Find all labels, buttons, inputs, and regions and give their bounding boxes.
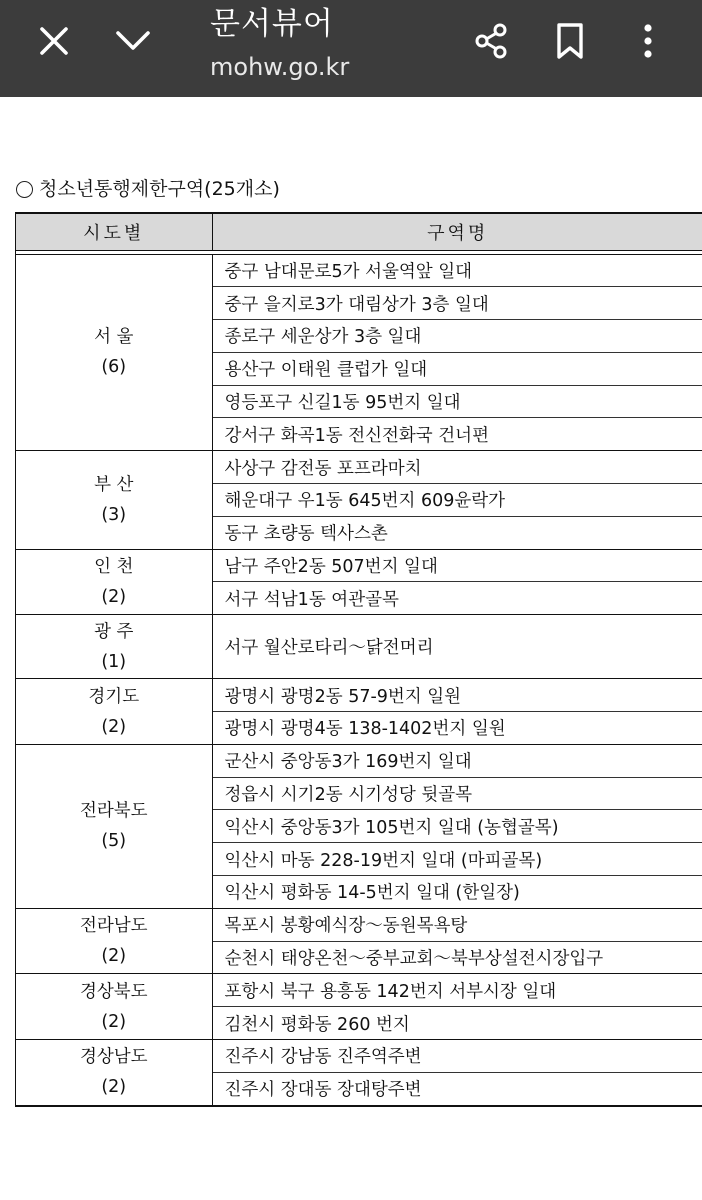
region-cell [16, 744, 212, 908]
more-vert-icon [643, 24, 653, 58]
table-row [16, 744, 702, 777]
chevron-down-icon [115, 30, 151, 52]
table-row [16, 549, 702, 582]
region-count: (2) [101, 1011, 127, 1032]
table-row [16, 974, 702, 1007]
region-count: (2) [101, 586, 127, 607]
close-button[interactable] [26, 13, 82, 69]
region-name: 서 울 [94, 327, 134, 348]
region-cell [16, 549, 212, 615]
area-cell: 중구 을지로3가 대림상가 3층 일대 [212, 287, 702, 320]
region-count: (6) [101, 357, 127, 378]
circle-bullet-icon [16, 181, 33, 198]
area-cell: 강서구 화곡1동 전신전화국 건너편 [212, 418, 702, 451]
region-name: 경상북도 [79, 981, 148, 1002]
region-cell [16, 615, 212, 679]
region-name: 경기도 [88, 686, 140, 707]
table-row [16, 679, 702, 712]
region-count: (5) [101, 831, 127, 852]
area-cell: 포항시 북구 용흥동 142번지 서부시장 일대 [212, 974, 702, 1007]
area-cell: 해운대구 우1동 645번지 609윤락가 [212, 484, 702, 517]
region-count: (2) [101, 946, 127, 967]
header-region: 시도별 [16, 214, 212, 250]
table-row [16, 254, 702, 287]
area-cell: 서구 월산로타리～닭전머리 [212, 615, 702, 679]
area-cell: 진주시 강남동 진주역주변 [212, 1040, 702, 1073]
bookmark-button[interactable] [542, 13, 598, 69]
region-name: 부 산 [94, 474, 134, 495]
page-title: 문서뷰어 [210, 6, 334, 42]
area-cell: 광명시 광명2동 57-9번지 일원 [212, 679, 702, 712]
area-cell: 순천시 태양온천～중부교회～북부상설전시장입구 [212, 941, 702, 974]
area-cell: 동구 초량동 텍사스촌 [212, 516, 702, 549]
region-name: 광 주 [94, 621, 134, 642]
share-button[interactable] [463, 13, 519, 69]
region-name: 인 천 [94, 556, 134, 577]
share-icon [472, 22, 510, 60]
region-count: (2) [101, 1077, 127, 1098]
region-count: (3) [101, 504, 127, 525]
table-header-row [16, 214, 702, 250]
more-options-button[interactable] [620, 13, 676, 69]
header-area: 구역명 [212, 214, 702, 250]
area-cell: 목포시 봉황예식장～동원목욕탕 [212, 908, 702, 941]
area-cell: 서구 석남1동 여관골목 [212, 582, 702, 615]
section-heading [16, 176, 280, 202]
area-cell: 광명시 광명4동 138-1402번지 일원 [212, 712, 702, 745]
area-cell: 용산구 이태원 클럽가 일대 [212, 352, 702, 385]
close-icon [39, 26, 69, 56]
app-bar [0, 0, 702, 97]
region-cell [16, 974, 212, 1040]
collapse-button[interactable] [105, 13, 161, 69]
area-cell: 익산시 마동 228-19번지 일대 (마피골목) [212, 843, 702, 876]
region-count: (2) [101, 716, 127, 737]
table-row [16, 615, 702, 679]
area-cell: 남구 주안2동 507번지 일대 [212, 549, 702, 582]
area-cell: 진주시 장대동 장대탕주변 [212, 1072, 702, 1105]
area-cell: 종로구 세운상가 3층 일대 [212, 320, 702, 353]
area-cell: 익산시 중앙동3가 105번지 일대 (농협골목) [212, 810, 702, 843]
area-cell: 군산시 중앙동3가 169번지 일대 [212, 744, 702, 777]
area-cell: 김천시 평화동 260 번지 [212, 1007, 702, 1040]
page-url: mohw.go.kr [210, 53, 350, 81]
area-cell: 사상구 감전동 포프라마치 [212, 451, 702, 484]
region-name: 전라남도 [79, 916, 148, 937]
region-name: 전라북도 [79, 801, 148, 822]
region-cell [16, 254, 212, 451]
area-cell: 익산시 평화동 14-5번지 일대 (한일장) [212, 876, 702, 909]
region-cell [16, 679, 212, 745]
table-row [16, 1040, 702, 1073]
title-block [210, 4, 349, 84]
region-cell [16, 1040, 212, 1106]
section-heading-text: 청소년통행제한구역(25개소) [39, 178, 280, 200]
region-cell [16, 451, 212, 549]
restricted-areas-table [15, 212, 702, 1107]
region-count: (1) [101, 651, 127, 672]
area-cell: 영등포구 신길1동 95번지 일대 [212, 385, 702, 418]
table-row [16, 451, 702, 484]
table-row [16, 908, 702, 941]
region-cell [16, 908, 212, 974]
area-cell: 정읍시 시기2동 시기성당 뒷골목 [212, 777, 702, 810]
area-cell: 중구 남대문로5가 서울역앞 일대 [212, 254, 702, 287]
region-name: 경상남도 [79, 1047, 148, 1068]
bookmark-icon [555, 23, 585, 59]
